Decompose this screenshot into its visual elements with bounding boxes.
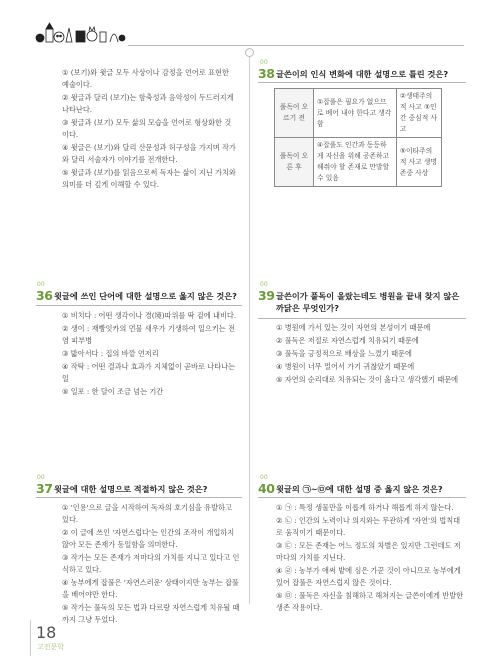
question-rule (36, 497, 242, 498)
choice-5: ⑤ 윗글과 (보기)를 읽음으로써 독자는 삶이 지닌 가치와 의미를 더 깊게 이해할 수 있다. (62, 168, 236, 189)
question-rule (258, 82, 466, 83)
question-rule (258, 318, 466, 319)
question-choices (62, 310, 240, 399)
question-number: 39 (258, 288, 275, 303)
choice-3: ③ 작가는 모든 존재가 저마다의 가치를 지니고 있다고 인식하고 있다. (62, 553, 240, 574)
question-choices (62, 502, 240, 627)
question-choices (276, 322, 466, 387)
choice-5: ⑤ 작가는 풀독의 모든 법과 다르랑 자연스럽게 치유될 때까지 그냥 두었다. (62, 603, 240, 624)
choice-1: ① (보기)와 윗글 모두 사상이나 감정을 언어로 표현한 예술이다. (62, 68, 229, 89)
table-cell: ①잡풀은 필요가 없으므로 베어 내야 한다고 생각함 (314, 89, 397, 138)
page-number: 18 (36, 623, 57, 642)
choice-3: ③ 윗글과 (보기) 모두 삶의 모습을 언어로 형상화한 것이다. (62, 118, 232, 139)
question-tag: 00 (260, 281, 268, 288)
choice-1: ① 비치다 : 어떤 생각이나 경(境)따위를 딱 겉에 내비다. (62, 311, 237, 320)
question-rule (258, 497, 466, 498)
footer-rule (30, 620, 31, 656)
choice-1: ① ㉠ : 특정 생물만을 이롭게 하거나 해롭게 하지 않는다. (276, 503, 454, 512)
perception-table (274, 88, 442, 187)
divider-cap (245, 48, 254, 57)
question-number: 38 (258, 66, 275, 81)
row-label: 풀독이 오른 후 (275, 138, 314, 187)
choice-4: ④ 농부에게 잡풀은 '자연스러운' 상태이지만 농부는 잡풀을 베어야만 한다. (62, 578, 239, 599)
choice-4: ④ 작탁 : 어떤 결과나 효과가 지체없이 곧바로 나타나는 일 (62, 362, 235, 383)
row-label: 풀독이 오르기 전 (275, 89, 314, 138)
table-row (275, 138, 442, 187)
question-tag: 00 (37, 474, 45, 481)
page-caption: 고전문학 (37, 643, 65, 651)
top-rule (128, 45, 464, 46)
choice-5: ⑤ 일포 : 한 달이 조금 넘는 기간 (62, 387, 164, 396)
choice-2: ② ㉡ : 인간의 노력이나 의지와는 무관하게 '자연'의 법칙대로 움직이기 때문이다. (276, 516, 461, 537)
question-tag: 00 (260, 59, 268, 66)
choice-4: ④ ㉣ : 농부가 애써 밭에 심은 가꾼 것이 아니므로 농부에게 있어 잡풀은 자연스럽지 않은 것이다. (276, 566, 461, 587)
choice-1: ① 병원에 가서 있는 것이 자연의 본성이기 때문에 (276, 323, 431, 332)
table-cell: ②생태주의적 사고 ③인간 중심적 사고 (396, 89, 441, 138)
choice-2: ② 풀독은 저절로 자연스럽게 치유되기 때문에 (276, 336, 419, 345)
prev-question-choices (62, 67, 238, 192)
choice-4: ④ 병원이 너무 멀어서 가기 귀찮았기 때문에 (276, 362, 415, 371)
choice-4: ④ 윗글은 (보기)와 달리 산문성과 허구성을 가지며 작가와 달리 서술자가 이야기를 전개한다. (62, 143, 236, 164)
question-text: 윗글에 대한 설명으로 적절하지 않은 것은? (54, 484, 208, 494)
table-cell: ④잡풀도 인간과 동등하게 자신을 위해 공존하고 해줘야 할 존재로 만발할 수 있음 (314, 138, 397, 187)
question-number: 37 (36, 481, 53, 496)
question-number: 40 (258, 481, 275, 496)
question-text: 글쓴이가 풀독이 올랐는데도 병원을 끝내 찾지 않은 까닭은 무엇인가? (276, 291, 460, 313)
choice-1: ① '인용'으로 글을 시작하여 독자의 호기심을 유발하고 있다. (62, 503, 232, 524)
decorative-doodle-icon (34, 20, 126, 46)
question-text: 윗글의 ㉠~㉤에 대한 설명 중 옳지 않은 것은? (276, 484, 443, 494)
choice-2: ② 생이 : 재빵잇카의 먼물 새우가 기생하여 일으키는 전염 피부병 (62, 324, 235, 345)
question-text: 윗글에 쓰인 단어에 대한 설명으로 옳지 않은 것은? (54, 291, 237, 301)
table-cell: ⑤이타주의적 사고 생명 존중 사상 (396, 138, 441, 187)
choice-3: ③ ㉢ : 모든 존재는 어느 정도의 차별은 있지만 그런데도 저마다의 가치를 지닌다. (276, 541, 461, 562)
choice-3: ③ 풀독을 긍정적으로 배상을 느꼈기 때문에 (276, 349, 412, 358)
question-choices (276, 502, 466, 615)
choice-3: ③ 밟아서다 : 집의 바깥 언저리 (62, 349, 159, 358)
question-number: 36 (36, 288, 53, 303)
choice-5: ⑤ ㉤ : 풀독은 자신을 침해하고 해쳐지는 글쓴이에게 반발한 생존 작용이다. (276, 591, 464, 612)
question-tag: 00 (37, 281, 45, 288)
choice-2: ② 이 글에 쓰인 '자연스럽다'는 인간의 조작이 개입하지 않아 모든 존재가 동일함을 의미한다. (62, 528, 235, 549)
choice-5: ⑤ 자연의 순리대로 치유되는 것이 옳다고 생각했기 때문에 (276, 375, 459, 384)
choice-2: ② 윗글과 달리 (보기)는 함축성과 음악성이 두드러지게 나타난다. (62, 93, 234, 114)
question-tag: 00 (260, 474, 268, 481)
question-text: 글쓴이의 인식 변화에 대한 설명으로 틀린 것은? (276, 69, 449, 79)
column-divider (249, 52, 250, 604)
question-rule (36, 305, 242, 306)
table-row (275, 89, 442, 138)
